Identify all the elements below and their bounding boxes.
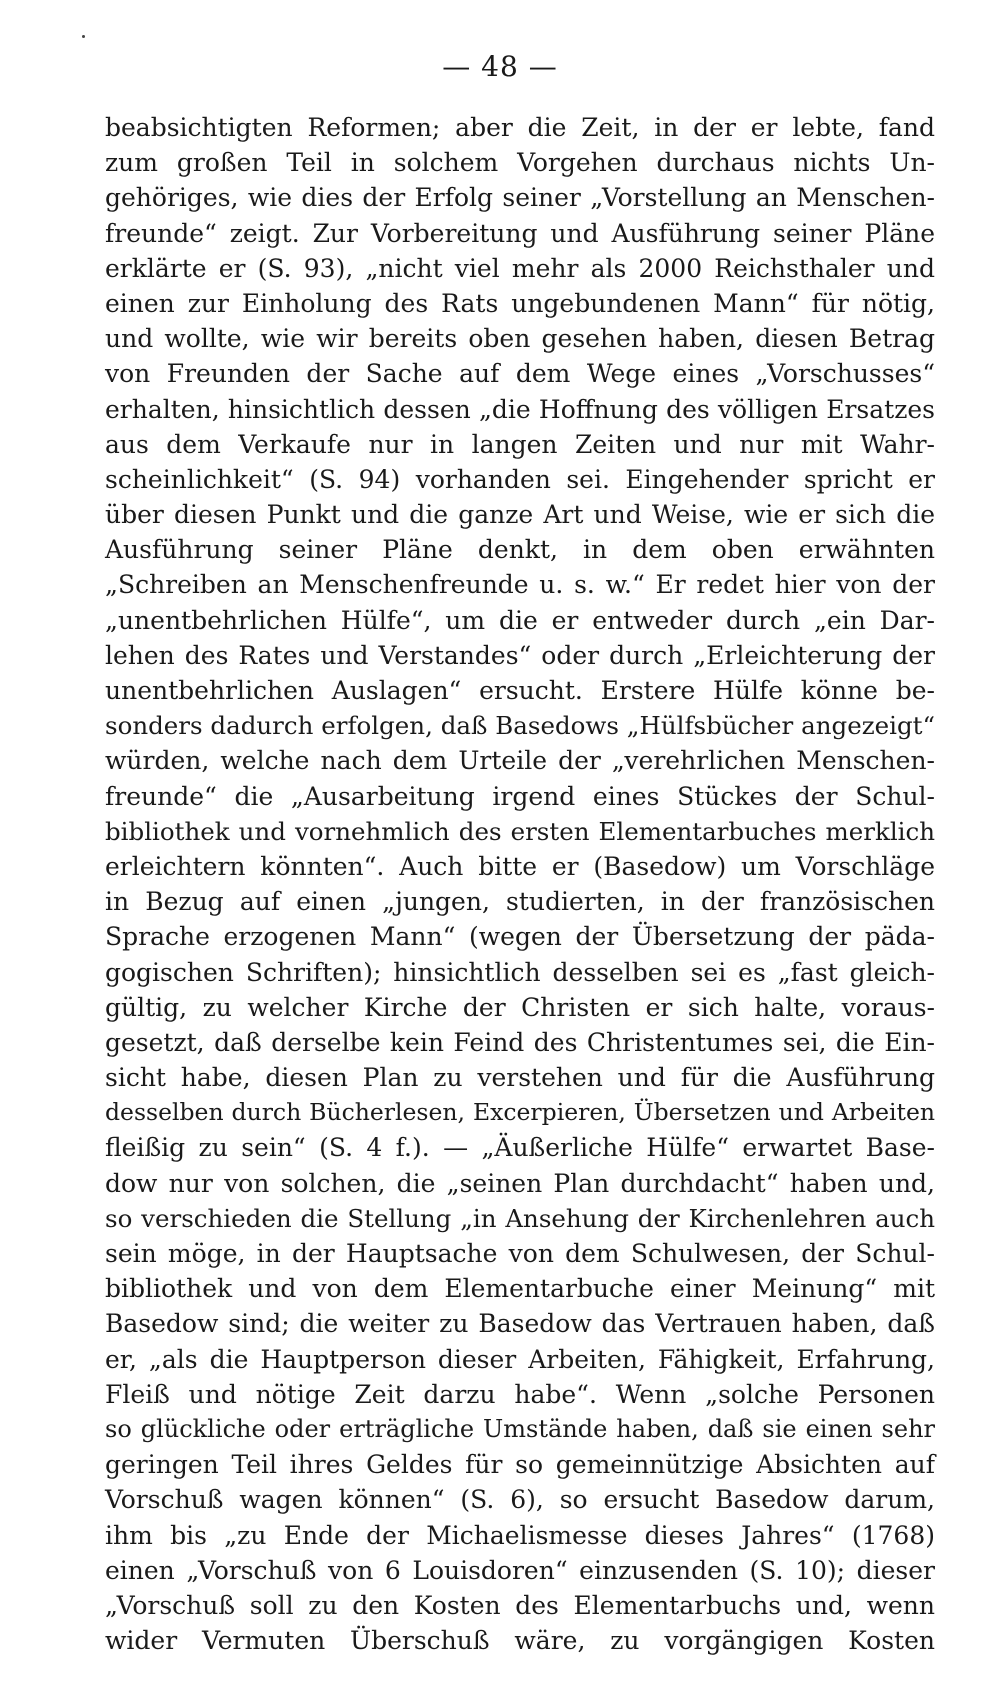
text-line: erhalten, hinsichtlich dessen „die Hoffnung des völligen Ersatzes (105, 394, 935, 424)
text-line: scheinlichkeit“ (S. 94) vorhanden sei. Eingehender spricht er (105, 464, 935, 494)
text-line: desselben durch Bücherlesen, Excerpieren, Übersetzen und Arbeiten (105, 1098, 935, 1127)
text-line: einen zur Einholung des Rats ungebundenen Mann“ für nötig, (105, 288, 935, 318)
text-line: gültig, zu welcher Kirche der Christen er sich halte, voraus- (105, 992, 935, 1022)
text-line: Sprache erzogenen Mann“ (wegen der Übersetzung der päda- (105, 922, 935, 952)
text-line: Basedow sind; die weiter zu Basedow das Vertrauen haben, daß (105, 1309, 935, 1339)
text-line: erklärte er (S. 93), „nicht viel mehr als 2000 Reichsthaler und (105, 253, 935, 283)
text-line: sonders dadurch erfolgen, daß Basedows „Hülfsbücher angezeigt“ (105, 711, 935, 741)
text-line: würden, welche nach dem Urteile der „verehrlichen Menschen- (105, 746, 935, 776)
text-line: gogischen Schriften); hinsichtlich desselben sei es „fast gleich- (105, 957, 935, 987)
text-line: lehen des Rates und Verstandes“ oder durch „Erleichterung der (105, 640, 935, 670)
text-line: unentbehrlichen Auslagen“ ersucht. Erstere Hülfe könne be- (105, 676, 935, 705)
text-line: freunde“ zeigt. Zur Vorbereitung und Ausführung seiner Pläne (105, 218, 935, 248)
print-speck (82, 35, 85, 38)
text-line: sein möge, in der Hauptsache von dem Schulwesen, der Schul- (105, 1239, 935, 1268)
page-number: — 48 — (442, 50, 558, 83)
text-line: ihm bis „zu Ende der Michaelismesse dieses Jahres“ (1768) (105, 1520, 935, 1550)
text-line: Vorschuß wagen können“ (S. 6), so ersucht Basedow darum, (105, 1485, 935, 1515)
body-text (105, 110, 935, 1658)
text-line: über diesen Punkt und die ganze Art und Weise, wie er sich die (105, 500, 935, 530)
text-line: und wollte, wie wir bereits oben gesehen haben, diesen Betrag (105, 324, 935, 354)
text-line: so glückliche oder erträgliche Umstände haben, daß sie einen sehr (105, 1414, 935, 1443)
text-line: „Vorschuß soll zu den Kosten des Elementarbuchs und, wenn (105, 1590, 935, 1620)
text-line: Ausführung seiner Pläne denkt, in dem oben erwähnten (105, 535, 935, 565)
text-line: fleißig zu sein“ (S. 4 f.). — „Äußerliche Hülfe“ erwartet Base- (105, 1133, 935, 1163)
text-line: bibliothek und vornehmlich des ersten Elementarbuches merklich (105, 816, 935, 846)
text-line: dow nur von solchen, die „seinen Plan durchdacht“ haben und, (105, 1168, 935, 1198)
text-line: in Bezug auf einen „jungen, studierten, in der französischen (105, 887, 935, 917)
text-line: geringen Teil ihres Geldes für so gemeinnützige Absichten auf (105, 1450, 935, 1480)
text-line: sicht habe, diesen Plan zu verstehen und für die Ausführung (105, 1063, 935, 1093)
text-line: er, „als die Hauptperson dieser Arbeiten, Fähigkeit, Erfahrung, (105, 1344, 935, 1374)
text-line: „unentbehrlichen Hülfe“, um die er entweder durch „ein Dar- (105, 605, 935, 635)
text-line: gesetzt, daß derselbe kein Feind des Christentumes sei, die Ein- (105, 1027, 935, 1057)
text-line: einen „Vorschuß von 6 Louisdoren“ einzusenden (S. 10); dieser (105, 1555, 935, 1585)
text-line: von Freunden der Sache auf dem Wege eines „Vorschusses“ (105, 359, 935, 389)
text-line: zum großen Teil in solchem Vorgehen durchaus nichts Un- (105, 148, 935, 178)
text-line: bibliothek und von dem Elementarbuche einer Meinung“ mit (105, 1274, 935, 1304)
text-line: erleichtern könnten“. Auch bitte er (Basedow) um Vorschläge (105, 851, 935, 881)
text-line: Fleiß und nötige Zeit darzu habe“. Wenn „solche Personen (105, 1379, 935, 1409)
text-line: gehöriges, wie dies der Erfolg seiner „Vorstellung an Menschen- (105, 183, 935, 213)
text-line: aus dem Verkaufe nur in langen Zeiten und nur mit Wahr- (105, 429, 935, 459)
text-line: so verschieden die Stellung „in Ansehung der Kirchenlehren auch (105, 1203, 935, 1233)
text-line: wider Vermuten Überschuß wäre, zu vorgängigen Kosten (105, 1626, 935, 1656)
text-line: beabsichtigten Reformen; aber die Zeit, in der er lebte, fand (105, 113, 935, 142)
text-line: freunde“ die „Ausarbeitung irgend eines Stückes der Schul- (105, 781, 935, 811)
text-line: „Schreiben an Menschenfreunde u. s. w.“ Er redet hier von der (105, 570, 935, 600)
